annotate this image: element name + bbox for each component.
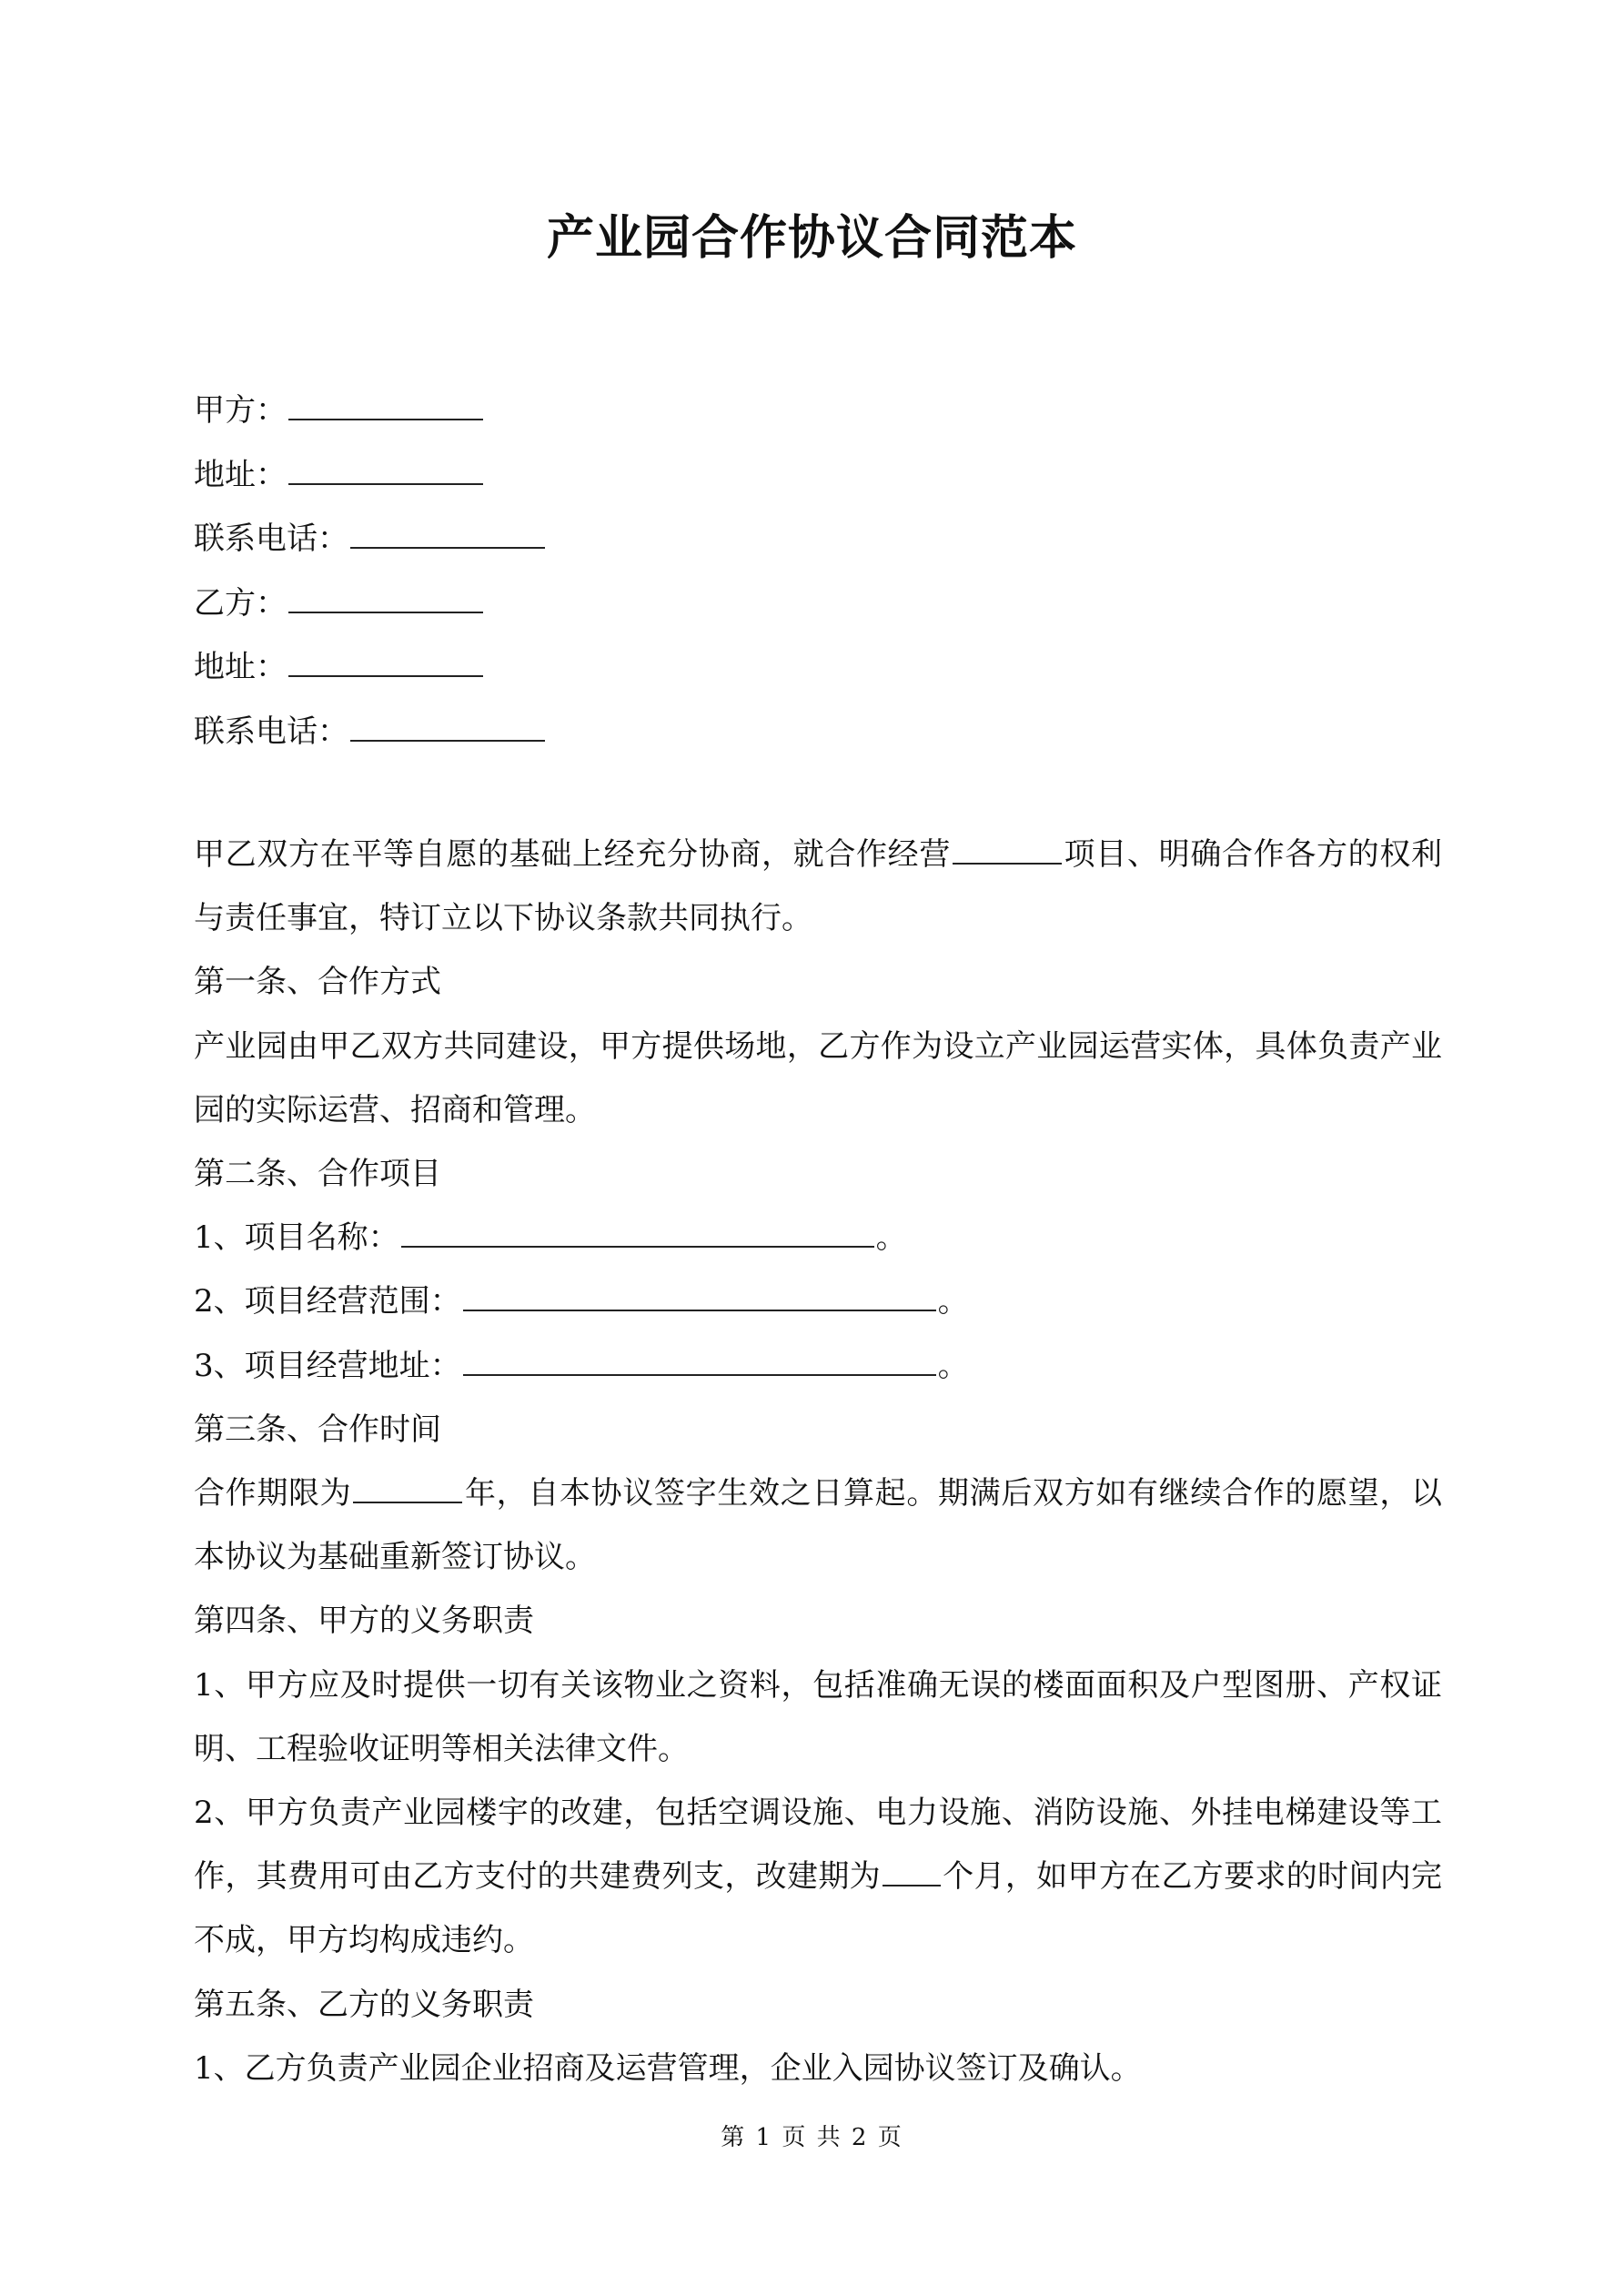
business-scope-blank[interactable] [463,1279,936,1311]
article5-item1: 1、乙方负责产业园企业招商及运营管理，企业入园协议签订及确认。 [194,2049,1142,2087]
article2-item2 [194,1269,1442,1333]
item-label: 1、项目名称： [194,1219,399,1257]
intro-text-before: 甲乙双方在平等自愿的基础上经充分协商，就合作经营 [194,836,951,873]
party-a-address-blank[interactable] [288,452,483,485]
article2-item3 [194,1334,1442,1398]
project-name-blank[interactable] [953,832,1062,865]
party-a-phone-label: 联系电话： [194,521,348,557]
article4-item1: 1、甲方应及时提供一切有关该物业之资料，包括准确无误的楼面面积及户型图册、产权证明、工程验收证明等相关法律文件。 [194,1666,1442,1767]
article1-text: 产业园由甲乙双方共同建设，甲方提供场地，乙方作为设立产业园运营实体，具体负责产业园的实际运营、招商和管理。 [194,1027,1442,1128]
renovation-months-blank[interactable] [883,1854,941,1886]
party-b-blank[interactable] [288,581,483,613]
intro-paragraph [194,823,1442,950]
party-b-phone-line [194,700,1442,764]
party-a-address-line [194,443,1442,508]
renovation-text-after: 个月，如甲方在乙方要求的时间内完不成，甲方均构成违约。 [194,1858,1443,1959]
renovation-text-before: 2、甲方负责产业园楼宇的改建，包括空调设施、电力设施、消防设施、外挂电梯建设等工作，其费用可由乙方支付的共建费列支，改建期为 [194,1795,1442,1896]
article1-heading: 第一条、合作方式 [194,964,441,1001]
article2-item1 [194,1206,1442,1269]
item-label: 3、项目经营地址： [194,1347,461,1384]
article3-text [194,1462,1442,1589]
article4-item2 [194,1781,1442,1973]
page-number-footer: 第 1 页 共 2 页 [721,2124,903,2151]
article5-heading: 第五条、乙方的义务职责 [194,1986,534,2023]
party-b-phone-label: 联系电话： [194,713,348,750]
party-a-address-label: 地址： [194,456,287,493]
article2-heading: 第二条、合作项目 [194,1156,441,1193]
party-a-name-line [194,379,1442,443]
item-end: 。 [937,1283,969,1320]
party-b-address-blank[interactable] [288,644,483,677]
party-b-name-line [194,571,1442,636]
party-b-label: 乙方： [194,584,287,622]
term-years-blank[interactable] [353,1471,462,1503]
intro-text-after: 项目、明确合作各方的权利与责任事宜，特订立以下协议条款共同执行。 [194,836,1442,937]
article4-heading: 第四条、甲方的义务职责 [194,1603,534,1640]
term-text-before: 合作期限为 [194,1475,352,1512]
party-b-phone-blank[interactable] [350,709,545,742]
party-b-address-line [194,635,1442,700]
party-a-phone-line [194,507,1442,571]
party-info-block [194,379,1442,764]
project-title-blank[interactable] [401,1215,874,1248]
term-text-after: 年，自本协议签字生效之日算起。期满后双方如有继续合作的愿望，以本协议为基础重新签订协议。 [194,1475,1443,1576]
party-a-blank[interactable] [288,388,483,420]
item-end: 。 [875,1219,907,1257]
contract-body [194,823,1442,2100]
document-title: 产业园合作协议合同范本 [546,210,1077,266]
article3-heading: 第三条、合作时间 [194,1411,441,1448]
party-a-label: 甲方： [194,392,287,429]
business-address-blank[interactable] [463,1343,936,1376]
item-label: 2、项目经营范围： [194,1283,461,1320]
party-a-phone-blank[interactable] [350,516,545,549]
item-end: 。 [937,1347,969,1384]
party-b-address-label: 地址： [194,649,287,685]
